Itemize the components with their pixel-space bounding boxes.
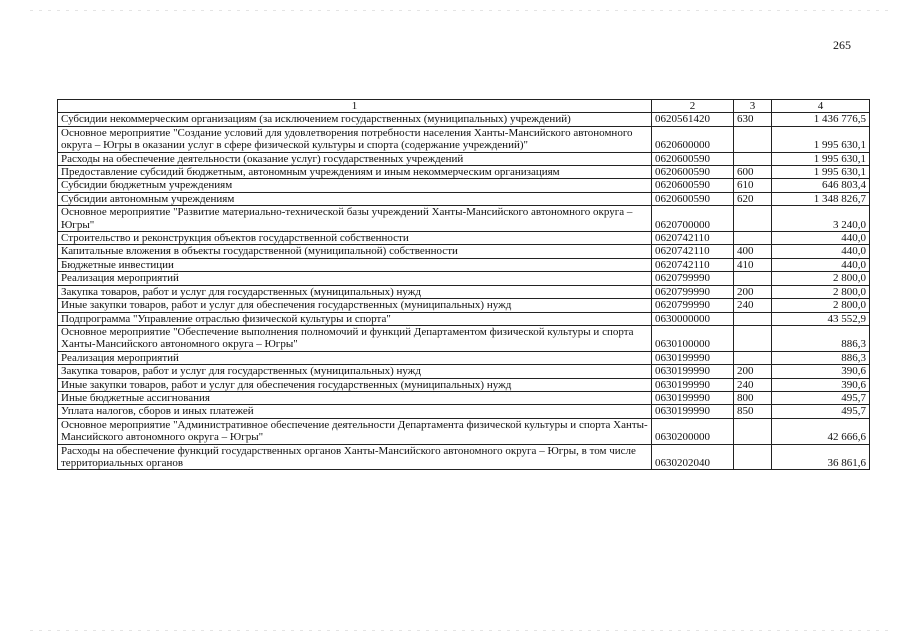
row-type-cell: 240 bbox=[734, 378, 772, 391]
table-row bbox=[58, 418, 870, 444]
row-type-cell bbox=[734, 325, 772, 351]
row-name-cell: Основное мероприятие "Административное обеспечение деятельности Департамента физической культуры и спорта Ханты-Мансийского автономного округа – Югры" bbox=[58, 418, 652, 444]
row-name-cell: Иные закупки товаров, работ и услуг для обеспечения государственных (муниципальных) нужд bbox=[58, 299, 652, 312]
table-row bbox=[58, 152, 870, 165]
row-code-cell: 0620600000 bbox=[652, 126, 734, 152]
row-sum-cell: 3 240,0 bbox=[772, 206, 870, 232]
table-row bbox=[58, 206, 870, 232]
row-code-cell: 0620561420 bbox=[652, 113, 734, 126]
table-row bbox=[58, 166, 870, 179]
budget-table bbox=[57, 99, 870, 470]
row-type-cell bbox=[734, 206, 772, 232]
row-type-cell: 800 bbox=[734, 391, 772, 404]
row-sum-cell: 1 995 630,1 bbox=[772, 166, 870, 179]
row-sum-cell: 1 995 630,1 bbox=[772, 126, 870, 152]
row-name-cell: Иные бюджетные ассигнования bbox=[58, 391, 652, 404]
row-name-cell: Основное мероприятие "Развитие материально-технической базы учреждений Ханты-Мансийского автономного округа – Югры" bbox=[58, 206, 652, 232]
row-sum-cell: 495,7 bbox=[772, 391, 870, 404]
row-code-cell: 0630199990 bbox=[652, 351, 734, 364]
header-col-3: 3 bbox=[734, 100, 772, 113]
row-code-cell: 0620742110 bbox=[652, 245, 734, 258]
row-code-cell: 0630199990 bbox=[652, 391, 734, 404]
scan-noise-top bbox=[30, 10, 890, 11]
row-type-cell: 630 bbox=[734, 113, 772, 126]
row-sum-cell: 1 436 776,5 bbox=[772, 113, 870, 126]
header-col-4: 4 bbox=[772, 100, 870, 113]
table-row bbox=[58, 351, 870, 364]
row-type-cell: 400 bbox=[734, 245, 772, 258]
row-code-cell: 0630200000 bbox=[652, 418, 734, 444]
row-code-cell: 0620600590 bbox=[652, 179, 734, 192]
row-type-cell: 200 bbox=[734, 365, 772, 378]
row-name-cell: Основное мероприятие "Обеспечение выполнения полномочий и функций Департаментом физической культуры и спорта Ханты-Мансийского автономного округа – Югры" bbox=[58, 325, 652, 351]
row-name-cell: Уплата налогов, сборов и иных платежей bbox=[58, 405, 652, 418]
row-type-cell bbox=[734, 126, 772, 152]
row-name-cell: Капитальные вложения в объекты государственной (муниципальной) собственности bbox=[58, 245, 652, 258]
row-sum-cell: 1 995 630,1 bbox=[772, 152, 870, 165]
row-sum-cell: 42 666,6 bbox=[772, 418, 870, 444]
row-type-cell bbox=[734, 351, 772, 364]
row-type-cell: 620 bbox=[734, 192, 772, 205]
table-row bbox=[58, 325, 870, 351]
header-col-2: 2 bbox=[652, 100, 734, 113]
table-row bbox=[58, 232, 870, 245]
row-code-cell: 0620600590 bbox=[652, 192, 734, 205]
row-sum-cell: 440,0 bbox=[772, 232, 870, 245]
row-code-cell: 0630199990 bbox=[652, 365, 734, 378]
row-type-cell bbox=[734, 272, 772, 285]
row-type-cell: 410 bbox=[734, 258, 772, 271]
row-sum-cell: 495,7 bbox=[772, 405, 870, 418]
row-code-cell: 0620600590 bbox=[652, 152, 734, 165]
table-row bbox=[58, 365, 870, 378]
row-name-cell: Реализация мероприятий bbox=[58, 351, 652, 364]
row-sum-cell: 2 800,0 bbox=[772, 285, 870, 298]
table-row bbox=[58, 378, 870, 391]
row-code-cell: 0620742110 bbox=[652, 258, 734, 271]
table-row bbox=[58, 299, 870, 312]
row-type-cell bbox=[734, 152, 772, 165]
row-sum-cell: 886,3 bbox=[772, 351, 870, 364]
table-row bbox=[58, 391, 870, 404]
row-sum-cell: 390,6 bbox=[772, 378, 870, 391]
row-name-cell: Предоставление субсидий бюджетным, автономным учреждениям и иным некоммерческим организациям bbox=[58, 166, 652, 179]
row-type-cell: 850 bbox=[734, 405, 772, 418]
row-code-cell: 0630100000 bbox=[652, 325, 734, 351]
row-sum-cell: 1 348 826,7 bbox=[772, 192, 870, 205]
row-sum-cell: 646 803,4 bbox=[772, 179, 870, 192]
row-type-cell: 600 bbox=[734, 166, 772, 179]
row-code-cell: 0620600590 bbox=[652, 166, 734, 179]
row-code-cell: 0620799990 bbox=[652, 299, 734, 312]
table-body bbox=[58, 100, 870, 470]
row-type-cell: 610 bbox=[734, 179, 772, 192]
header-row bbox=[58, 100, 870, 113]
page-number: 265 bbox=[833, 38, 851, 52]
table-row bbox=[58, 192, 870, 205]
row-code-cell: 0630202040 bbox=[652, 444, 734, 470]
row-name-cell: Субсидии автономным учреждениям bbox=[58, 192, 652, 205]
row-name-cell: Иные закупки товаров, работ и услуг для обеспечения государственных (муниципальных) нужд bbox=[58, 378, 652, 391]
row-code-cell: 0630000000 bbox=[652, 312, 734, 325]
row-sum-cell: 2 800,0 bbox=[772, 299, 870, 312]
row-name-cell: Расходы на обеспечение функций государственных органов Ханты-Мансийского автономного округа – Югры, в том числе территориальных органов bbox=[58, 444, 652, 470]
row-name-cell: Бюджетные инвестиции bbox=[58, 258, 652, 271]
row-sum-cell: 390,6 bbox=[772, 365, 870, 378]
table-row bbox=[58, 126, 870, 152]
row-name-cell: Реализация мероприятий bbox=[58, 272, 652, 285]
row-type-cell bbox=[734, 418, 772, 444]
row-sum-cell: 886,3 bbox=[772, 325, 870, 351]
row-name-cell: Расходы на обеспечение деятельности (оказание услуг) государственных учреждений bbox=[58, 152, 652, 165]
row-code-cell: 0620799990 bbox=[652, 285, 734, 298]
table-row bbox=[58, 113, 870, 126]
row-name-cell: Строительство и реконструкция объектов государственной собственности bbox=[58, 232, 652, 245]
row-name-cell: Субсидии бюджетным учреждениям bbox=[58, 179, 652, 192]
row-sum-cell: 43 552,9 bbox=[772, 312, 870, 325]
row-name-cell: Основное мероприятие "Создание условий для удовлетворения потребности населения Ханты-Мансийского автономного округа – Югры в оказании услуг в сфере физической культуры и спорта (содержание учреждений)" bbox=[58, 126, 652, 152]
row-type-cell: 240 bbox=[734, 299, 772, 312]
row-name-cell: Подпрограмма "Управление отраслью физической культуры и спорта" bbox=[58, 312, 652, 325]
row-type-cell bbox=[734, 444, 772, 470]
row-code-cell: 0620700000 bbox=[652, 206, 734, 232]
row-code-cell: 0620742110 bbox=[652, 232, 734, 245]
row-name-cell: Субсидии некоммерческим организациям (за исключением государственных (муниципальных) учреждений) bbox=[58, 113, 652, 126]
row-type-cell: 200 bbox=[734, 285, 772, 298]
scan-noise-bottom bbox=[30, 630, 890, 631]
row-sum-cell: 440,0 bbox=[772, 258, 870, 271]
table-row bbox=[58, 258, 870, 271]
row-sum-cell: 36 861,6 bbox=[772, 444, 870, 470]
header-col-1: 1 bbox=[58, 100, 652, 113]
row-sum-cell: 2 800,0 bbox=[772, 272, 870, 285]
table-row bbox=[58, 179, 870, 192]
row-code-cell: 0620799990 bbox=[652, 272, 734, 285]
table-row bbox=[58, 312, 870, 325]
row-type-cell bbox=[734, 232, 772, 245]
table-row bbox=[58, 285, 870, 298]
row-sum-cell: 440,0 bbox=[772, 245, 870, 258]
table-row bbox=[58, 444, 870, 470]
table-row bbox=[58, 272, 870, 285]
table-row bbox=[58, 405, 870, 418]
row-code-cell: 0630199990 bbox=[652, 378, 734, 391]
row-name-cell: Закупка товаров, работ и услуг для государственных (муниципальных) нужд bbox=[58, 365, 652, 378]
row-code-cell: 0630199990 bbox=[652, 405, 734, 418]
row-type-cell bbox=[734, 312, 772, 325]
table-row bbox=[58, 245, 870, 258]
row-name-cell: Закупка товаров, работ и услуг для государственных (муниципальных) нужд bbox=[58, 285, 652, 298]
